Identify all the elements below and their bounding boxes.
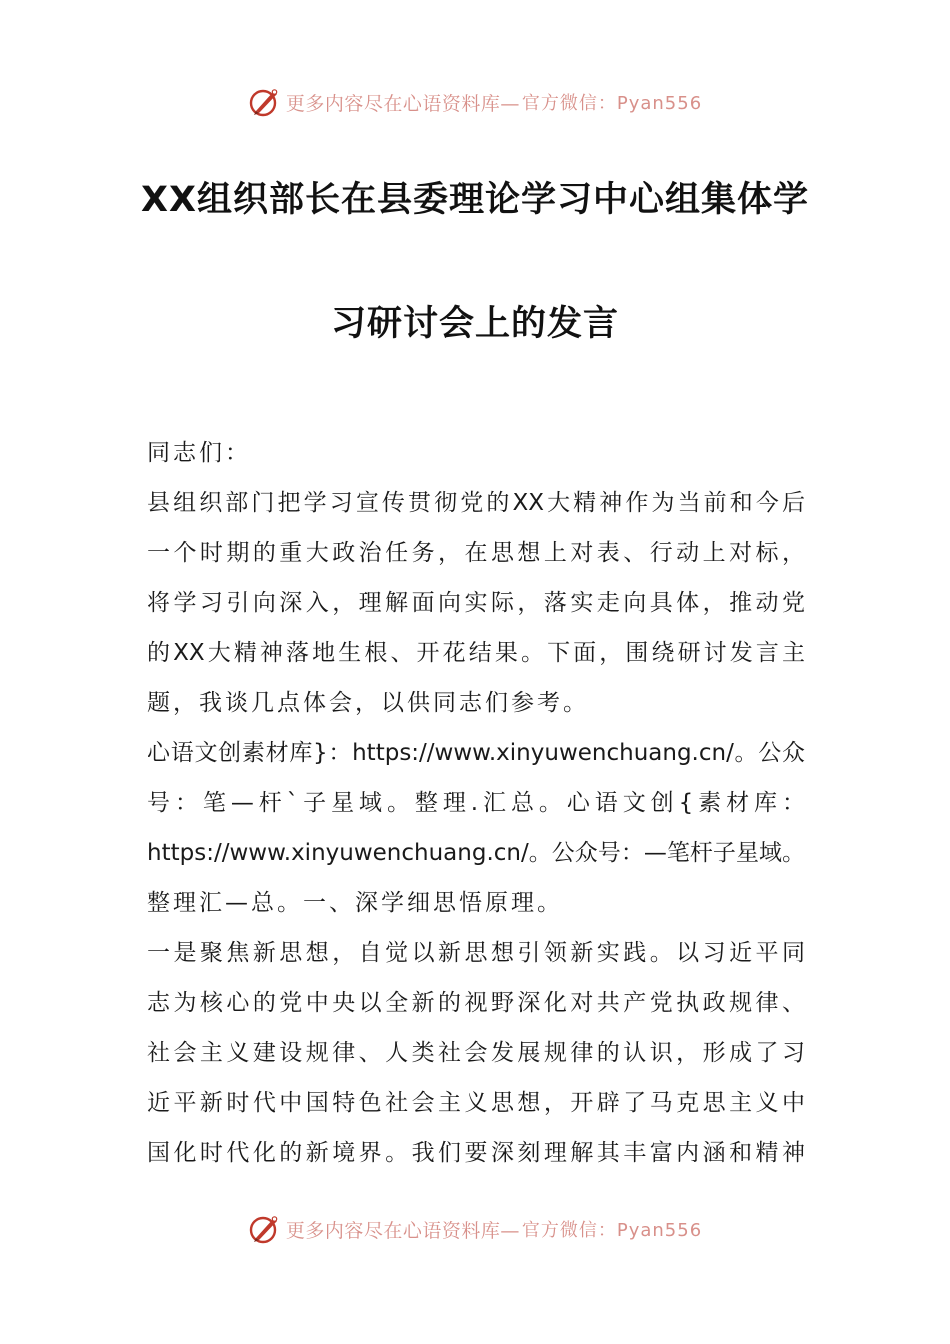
body-line: 同志们： (147, 440, 251, 466)
body-line: 国化时代化的新境界。我们要深刻理解其丰富内涵和精神 (147, 1140, 805, 1166)
body-line: 一个时期的重大政治任务，在思想上对表、行动上对标， (147, 540, 805, 566)
banner-wechat: 官方微信：Pyan556 (521, 1220, 703, 1241)
document-title-line1: XX组织部长在县委理论学习中心组集体学 (141, 180, 809, 220)
body-line: https://www.xinyuwenchuang.cn/。公众号：—笔杆子星域。 (147, 840, 805, 866)
body-line: 将学习引向深入，理解面向实际，落实走向具体，推动党 (147, 590, 805, 616)
pen-logo-icon (248, 85, 282, 119)
body-line: 的XX大精神落地生根、开花结果。下面，围绕研讨发言主 (147, 640, 805, 666)
body-line: 题，我谈几点体会，以供同志们参考。 (147, 690, 589, 716)
body-line: 县组织部门把学习宣传贯彻党的XX大精神作为当前和今后 (147, 490, 805, 516)
body-line: 号：笔—杆`子星域。整理.汇总。心语文创{素材库： (147, 790, 805, 816)
body-line: 一是聚焦新思想，自觉以新思想引领新实践。以习近平同 (147, 940, 805, 966)
pen-logo-icon (248, 1212, 282, 1246)
banner-wechat: 官方微信：Pyan556 (521, 93, 703, 114)
body-line: 社会主义建设规律、人类社会发展规律的认识，形成了习 (147, 1040, 805, 1066)
body-line: 整理汇—总。一、深学细思悟原理。 (147, 890, 563, 916)
banner-text: 更多内容尽在心语资料库— (285, 92, 520, 115)
body-line: 心语文创素材库}：https://www.xinyuwenchuang.cn/。公众 (147, 740, 805, 766)
document-body (147, 428, 805, 1178)
header-banner (0, 82, 950, 122)
body-line: 近平新时代中国特色社会主义思想，开辟了马克思主义中 (147, 1090, 805, 1116)
footer-banner (0, 1209, 950, 1249)
banner-text: 更多内容尽在心语资料库— (285, 1219, 520, 1242)
body-line: 志为核心的党中央以全新的视野深化对共产党执政规律、 (147, 990, 805, 1016)
document-title-line2: 习研讨会上的发言 (330, 304, 619, 344)
